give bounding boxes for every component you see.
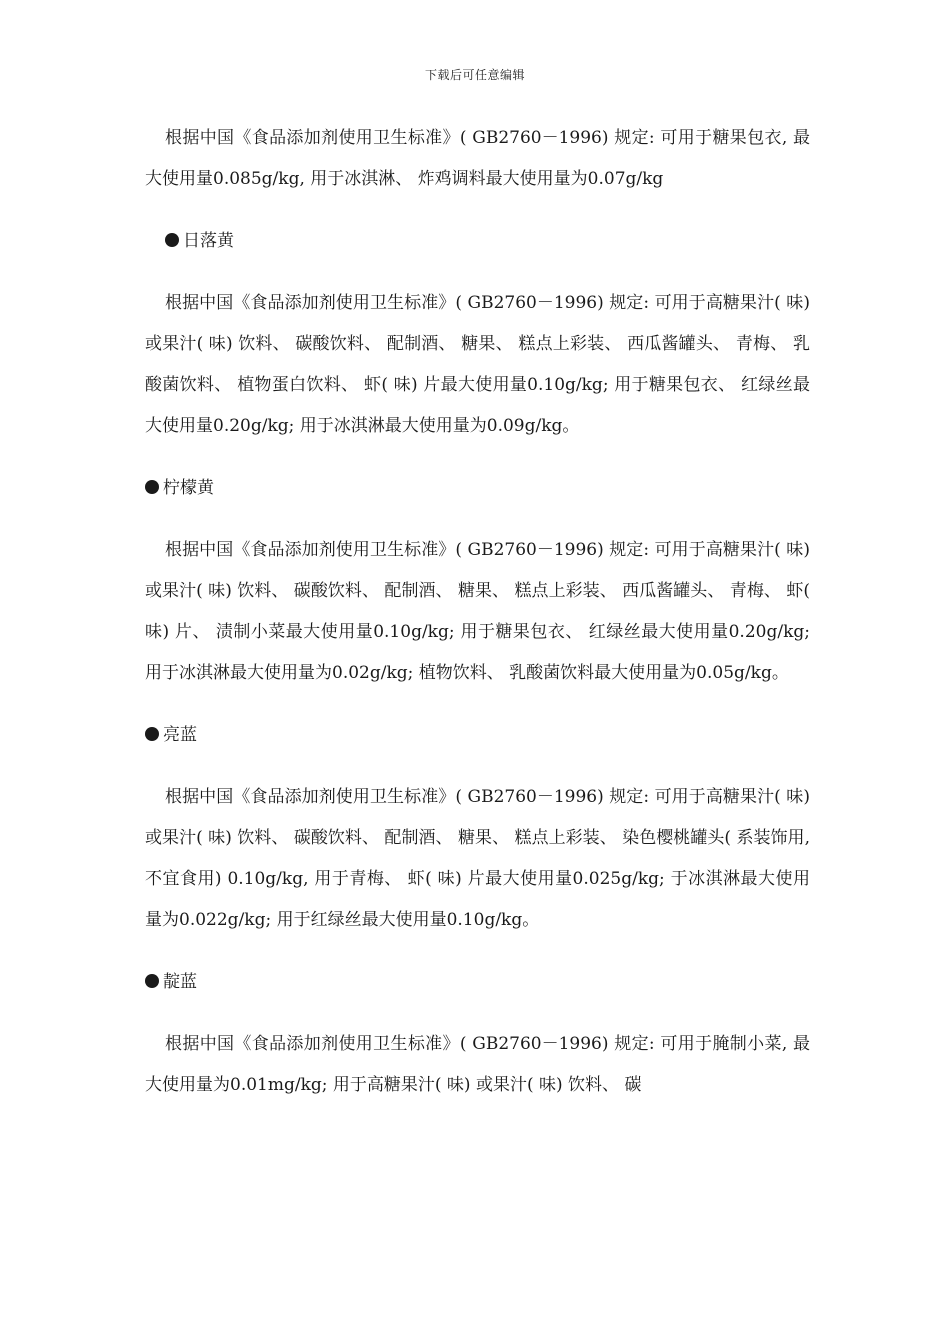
paragraph-brilliant-blue: 根据中国《食品添加剂使用卫生标准》( GB2760－1996) 规定: 可用于高糖果汁( 味) 或果汁( 味) 饮料、 碳酸饮料、 配制酒、 糖果、 糕点上彩装、 染色樱桃罐头( 系装饰用, 不宜食用) 0.10g/kg, 用于青梅、 虾( 味) 片最大使用量0.025g/kg; 于冰淇淋最大使用量为0.022g/kg; 用于红绿丝最大使用量0.10g/kg。 — [145, 787, 810, 930]
bullet-icon — [145, 974, 159, 988]
section-heading-label: 柠檬黄 — [163, 478, 214, 498]
paragraph-tartrazine: 根据中国《食品添加剂使用卫生标准》( GB2760－1996) 规定: 可用于高糖果汁( 味) 或果汁( 味) 饮料、 碳酸饮料、 配制酒、 糖果、 糕点上彩装、 西瓜酱罐头、 青梅、 虾( 味) 片、 渍制小菜最大使用量0.10g/kg; 用于糖果包衣、 红绿丝最大使用量0.20g/kg; 用于冰淇淋最大使用量为0.02g/kg; 植物饮料、 乳酸菌饮料最大使用量为0.05g/kg。 — [145, 540, 810, 683]
section-heading-label: 日落黄 — [183, 231, 234, 251]
section-heading-sunset-yellow — [145, 221, 810, 262]
bullet-icon — [165, 233, 179, 247]
paragraph-indigo: 根据中国《食品添加剂使用卫生标准》( GB2760－1996) 规定: 可用于腌制小菜, 最大使用量为0.01mg/kg; 用于高糖果汁( 味) 或果汁( 味) 饮料、 碳 — [145, 1034, 810, 1095]
document-body — [145, 118, 810, 1127]
paragraph-intro: 根据中国《食品添加剂使用卫生标准》( GB2760－1996) 规定: 可用于糖果包衣, 最大使用量0.085g/kg, 用于冰淇淋、 炸鸡调料最大使用量为0.07g/kg — [145, 128, 810, 189]
bullet-icon — [145, 727, 159, 741]
section-heading-indigo — [145, 962, 810, 1003]
section-heading-tartrazine — [145, 468, 810, 509]
page-header: 下载后可任意编辑 — [424, 68, 525, 82]
bullet-icon — [145, 480, 159, 494]
section-heading-brilliant-blue — [145, 715, 810, 756]
paragraph-sunset-yellow: 根据中国《食品添加剂使用卫生标准》( GB2760－1996) 规定: 可用于高糖果汁( 味) 或果汁( 味) 饮料、 碳酸饮料、 配制酒、 糖果、 糕点上彩装、 西瓜酱罐头、 青梅、 乳酸菌饮料、 植物蛋白饮料、 虾( 味) 片最大使用量0.10g/kg; 用于糖果包衣、 红绿丝最大使用量0.20g/kg; 用于冰淇淋最大使用量为0.09g/kg。 — [145, 293, 810, 436]
section-heading-label: 亮蓝 — [163, 725, 197, 745]
section-heading-label: 靛蓝 — [163, 972, 197, 992]
